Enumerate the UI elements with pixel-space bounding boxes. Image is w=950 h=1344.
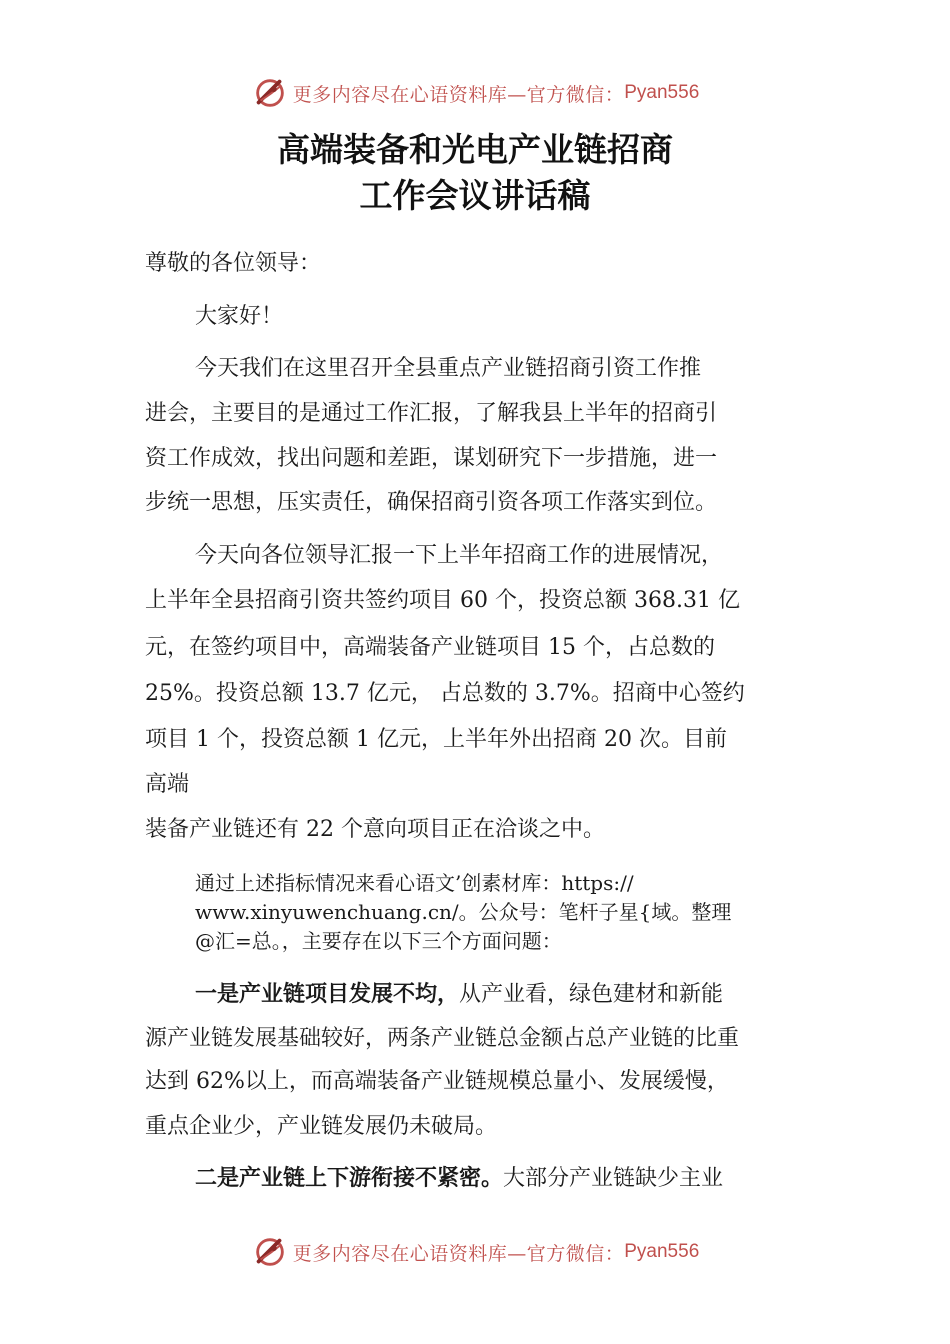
footer-banner: [0, 1232, 950, 1272]
point1-line: 源产业链发展基础较好，两条产业链总金额占总产业链的比重: [145, 1026, 740, 1051]
salutation: 尊敬的各位领导：: [145, 251, 322, 276]
header-banner: [0, 73, 950, 113]
document-title-line-2: 工作会议讲话稿: [359, 176, 591, 215]
footer-banner-text: 更多内容尽在心语资料库—官方微信：: [292, 1242, 625, 1265]
point2-heading: 二是产业链上下游衔接不紧密。: [195, 1166, 504, 1191]
point1-text: 从产业看，绿色建材和新能: [459, 982, 724, 1007]
para2-line: 25%。投资总额 13.7 亿元， 占总数的 3.7%。招商中心签约: [145, 681, 745, 706]
point1-line: 重点企业少，产业链发展仍未破局。: [145, 1114, 498, 1139]
para1-line: 步统一思想，压实责任，确保招商引资各项工作落实到位。: [145, 490, 718, 515]
banner-text: 更多内容尽在心语资料库—官方微信：: [292, 83, 625, 106]
greeting: 大家好！: [195, 304, 284, 329]
banner-wechat-id: Pyan556: [624, 82, 700, 103]
point1-heading: 一是产业链项目发展不均，: [195, 982, 460, 1007]
para2-line: 上半年全县招商引资共签约项目 60 个，投资总额 368.31 亿: [145, 588, 740, 613]
para2-line: 元，在签约项目中，高端装备产业链项目 15 个，占总数的: [145, 635, 715, 660]
brush-logo-icon: [251, 74, 289, 112]
para1-line: 资工作成效，找出问题和差距，谋划研究下一步措施，进一: [145, 446, 718, 471]
para1-line: 今天我们在这里召开全县重点产业链招商引资工作推: [195, 356, 702, 381]
point1-first-line: [195, 977, 723, 1008]
para3-line: www.xinyuwenchuang.cn/。公众号：笔杆子星{域。整理: [195, 900, 732, 924]
para2-line: 高端: [145, 772, 190, 797]
document-title-line-1: 高端装备和光电产业链招商: [277, 130, 673, 169]
para1-line: 进会，主要目的是通过工作汇报，了解我县上半年的招商引: [145, 401, 718, 426]
point2-first-line: [195, 1161, 723, 1192]
para2-line: 装备产业链还有 22 个意向项目正在洽谈之中。: [145, 817, 605, 842]
para3-line: @汇=总。，主要存在以下三个方面问题：: [195, 929, 562, 953]
point2-text: 大部分产业链缺少主业: [503, 1166, 724, 1191]
footer-banner-wechat-id: Pyan556: [624, 1241, 700, 1262]
para2-line: 今天向各位领导汇报一下上半年招商工作的进展情况，: [195, 543, 724, 568]
para3-line: 通过上述指标情况来看心语文’创素材库：https://: [195, 871, 634, 895]
brush-logo-icon: [251, 1233, 289, 1271]
para2-line: 项目 1 个，投资总额 1 亿元，上半年外出招商 20 次。目前: [145, 727, 727, 752]
point1-line: 达到 62%以上，而高端装备产业链规模总量小、发展缓慢，: [145, 1069, 729, 1094]
